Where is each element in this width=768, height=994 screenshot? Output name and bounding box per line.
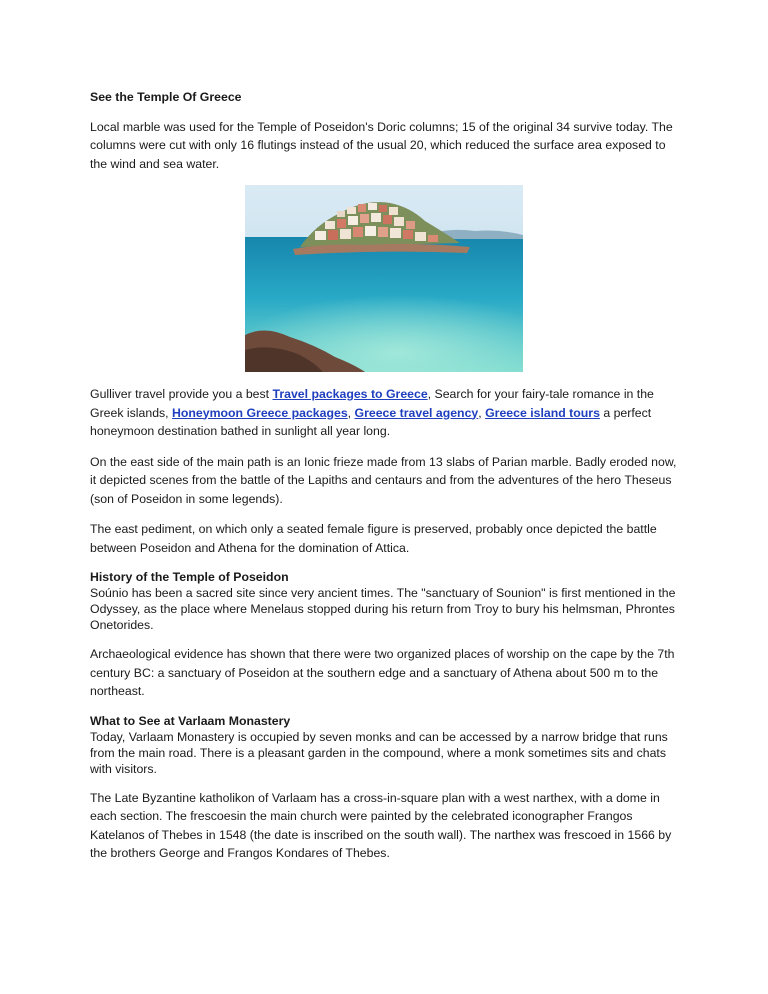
varlaam-paragraph-1: Today, Varlaam Monastery is occupied by seven monks and can be accessed by a narrow bridge that runs from the main road. There is a pleasant garden in the compound, where a monk sometimes sits and chats with visitors.	[90, 729, 668, 776]
honeymoon-packages-link[interactable]: Honeymoon Greece packages	[172, 405, 348, 420]
separator: ,	[347, 405, 355, 420]
travel-packages-link[interactable]: Travel packages to Greece	[272, 387, 428, 401]
travel-agency-link[interactable]: Greece travel agency	[354, 405, 479, 420]
temple-paragraph: Local marble was used for the Temple of Poseidon's Doric columns; 15 of the original 34 survive today. The columns were cut with only 16 flutings instead of the usual 20, which reduced the surface area exposed to the wind and sea water.	[90, 119, 673, 171]
travel-outro: a perfect honeymoon destination bathed in sunlight all year long.	[90, 405, 652, 438]
island-town-photo	[245, 185, 523, 372]
varlaam-title: What to See at Varlaam Monastery	[90, 713, 291, 728]
document-page	[90, 88, 680, 875]
island-tours-link[interactable]: Greece island tours	[485, 405, 600, 420]
frieze-paragraph: On the east side of the main path is an Ionic frieze made from 13 slabs of Parian marble. Badly eroded now, it depicted scenes from the battle of the Lapiths and centaurs and from the adventures of the hero Theseus (son of Poseidon in some legends).	[90, 454, 677, 506]
travel-mid: , Search for your fairy-tale romance in the Greek islands,	[90, 387, 654, 420]
history-paragraph-2: Archaeological evidence has shown that there were two organized places of worship on the cape by the 7th century BC: a sanctuary of Poseidon at the southern edge and a sanctuary of Athena about 500 m to the northeast.	[90, 647, 675, 698]
history-paragraph-1: Soúnio has been a sacred site since very ancient times. The "sanctuary of Sounion" is first mentioned in the Odyssey, as the place where Menelaus stopped during his return from Troy to bury his helmsman, Phrontes Onetorides.	[90, 586, 676, 632]
travel-intro: Gulliver travel provide you a best	[90, 387, 273, 401]
pediment-paragraph: The east pediment, on which only a seated female figure is preserved, probably once depicted the battle between Poseidon and Athena for the domination of Attica.	[90, 522, 657, 555]
section-title: See the Temple Of Greece	[90, 90, 242, 104]
travel-paragraph	[90, 385, 680, 441]
separator: ,	[478, 405, 486, 420]
varlaam-paragraph-2: The Late Byzantine katholikon of Varlaam has a cross-in-square plan with a west narthex, with a dome in each section. The frescoesin the main church were painted by the celebrated iconographer Frangos Katelanos of Thebes in 1548 (the date is inscribed on the south wall). The narthex was frescoed in 1566 by the brothers George and Frangos Kondares of Thebes.	[90, 790, 672, 860]
history-title: History of the Temple of Poseidon	[90, 570, 289, 584]
